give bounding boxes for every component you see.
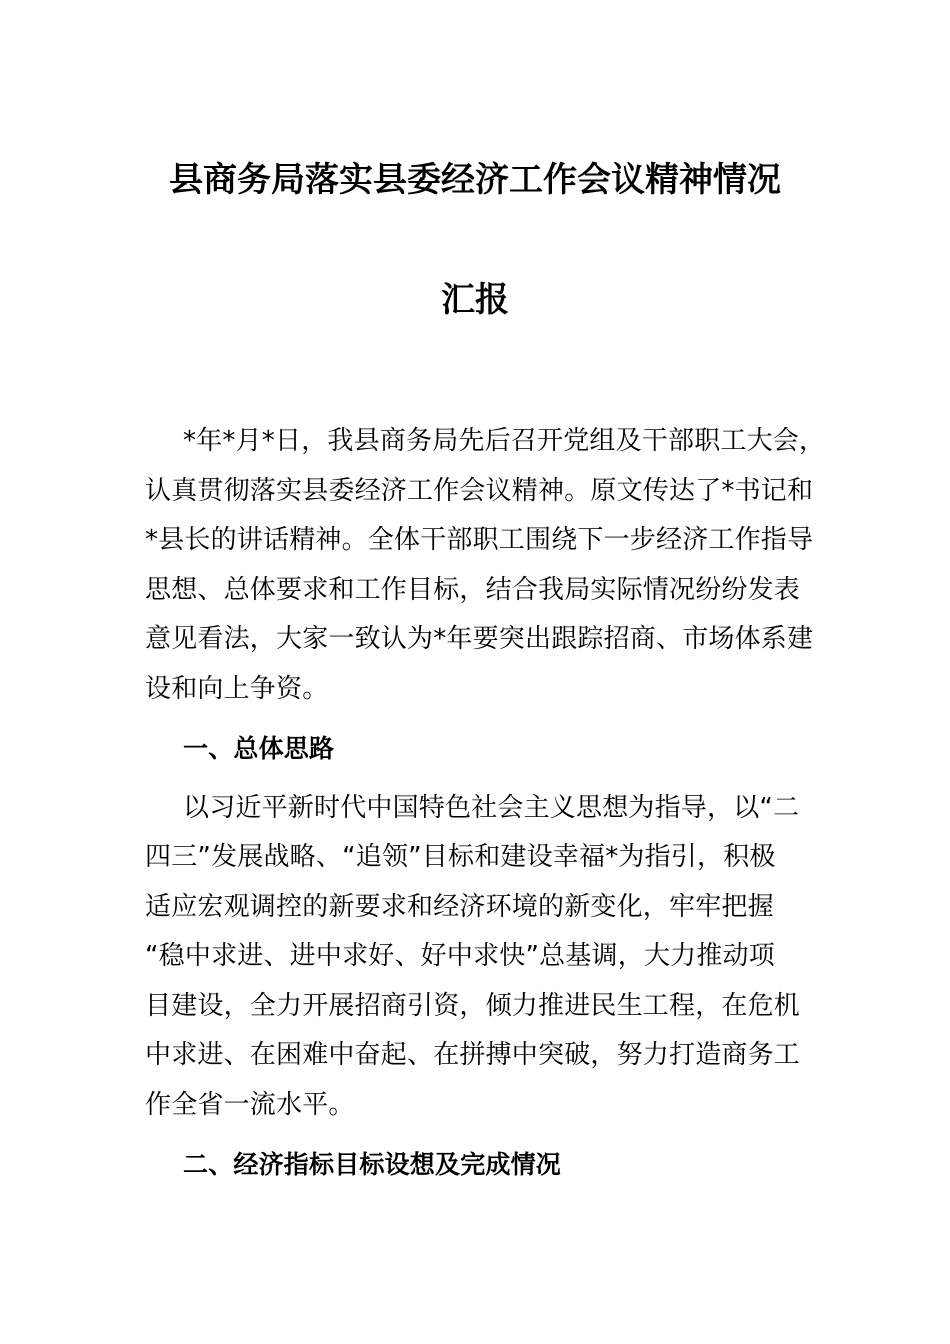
section1-paragraph-line: 以习近平新时代中国特色社会主义思想为指导，以“二	[183, 792, 800, 823]
section1-paragraph-line: “稳中求进、进中求好、好中求快”总基调，大力推动项	[145, 941, 775, 971]
intro-paragraph-line: 意见看法，大家一致认为*年要突出跟踪招商、市场体系建	[145, 624, 814, 654]
section-heading-economic-targets: 二、经济指标目标设想及完成情况	[183, 1150, 562, 1179]
intro-paragraph-line: *年*月*日，我县商务局先后召开党组及干部职工大会，	[183, 426, 826, 456]
section-heading-overall-approach: 一、总体思路	[183, 734, 335, 763]
document-body	[145, 417, 826, 1190]
document-title-line-1: 县商务局落实县委经济工作会议精神情况	[169, 160, 781, 200]
section1-paragraph-line: 中求进、在困难中奋起、在拼搏中突破，努力打造商务工	[145, 1040, 801, 1070]
section1-paragraph-line: 作全省一流水平。	[145, 1089, 355, 1120]
intro-paragraph-line: 思想、总体要求和工作目标，结合我局实际情况纷纷发表	[145, 574, 801, 605]
section1-paragraph-line: 四三”发展战略、“追领”目标和建设幸福*为指引，积极	[145, 842, 776, 872]
intro-paragraph-line: 设和向上争资。	[145, 673, 329, 704]
intro-paragraph-line: *县长的讲话精神。全体干部职工围绕下一步经济工作指导	[145, 525, 814, 555]
section1-paragraph-line: 适应宏观调控的新要求和经济环境的新变化，牢牢把握	[145, 891, 774, 922]
section1-paragraph-line: 目建设，全力开展招商引资，倾力推进民生工程，在危机	[145, 990, 801, 1021]
document-title-line-2: 汇报	[441, 280, 509, 320]
intro-paragraph-line: 认真贯彻落实县委经济工作会议精神。原文传达了*书记和	[145, 475, 814, 506]
